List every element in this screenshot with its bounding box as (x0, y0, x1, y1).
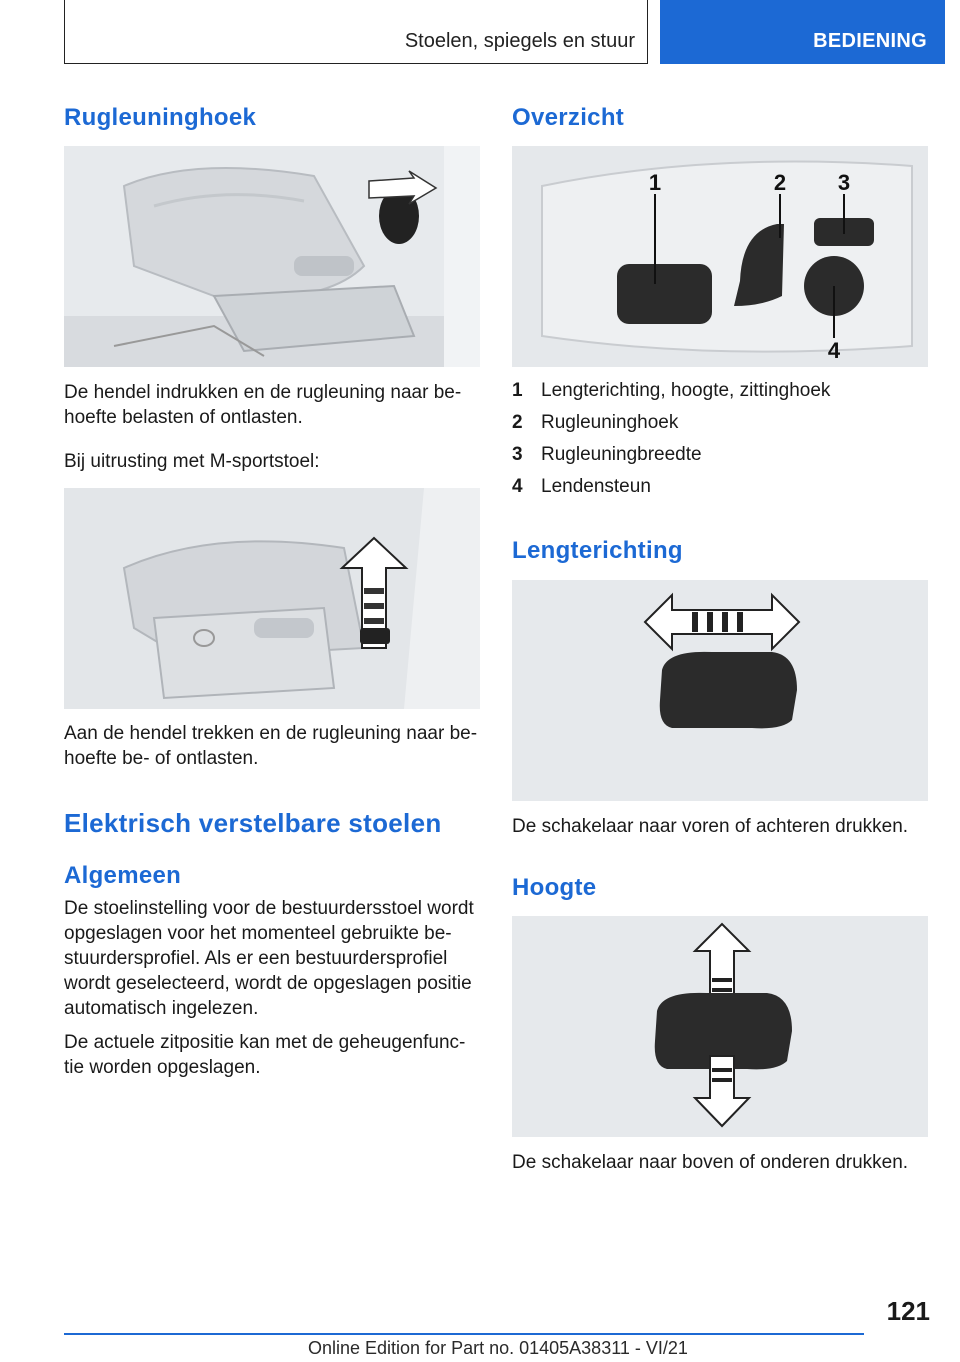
item-number: 3 (512, 444, 523, 465)
length-switch-image (512, 580, 928, 801)
general-text-2: De actuele zitpositie kan met de geheugenfunc‐ tie worden opgeslagen. (64, 1032, 466, 1078)
footer-edition: Online Edition for Part no. 01405A38311 - VI/21 (308, 1338, 688, 1358)
callout-1: 1 (648, 170, 662, 195)
height-switch-image (512, 916, 928, 1137)
heading-general: Algemeen (64, 862, 182, 889)
header-chapter-box (64, 0, 648, 64)
msport-intro: Bij uitrusting met M-sportstoel: (64, 451, 320, 472)
callout-3: 3 (837, 170, 851, 195)
seat-lever-image (64, 146, 480, 367)
item-label: Rugleuningbreedte (541, 444, 702, 465)
heading-height: Hoogte (512, 874, 597, 901)
heading-length: Lengterichting (512, 537, 683, 564)
page-number: 121 (886, 1296, 930, 1326)
backrest-instruction: De hendel indrukken en de rugleuning naar be‐ hoefte belasten of ontlasten. (64, 382, 462, 428)
general-text-1: De stoelinstelling voor de bestuurdersstoel wordt opgeslagen voor het momenteel gebruikte be‐ stuurdersprofiel. Als er een bestuurdersprofiel wordt geselecteerd, wordt de opgeslagen positie automatisch ingelezen. (64, 898, 474, 1019)
heading-overview: Overzicht (512, 104, 625, 131)
length-instruction: De schakelaar naar voren of achteren drukken. (512, 816, 909, 837)
item-label: Lendensteun (541, 476, 651, 497)
heading-electric-seats: Elektrisch verstelbare stoelen (64, 808, 442, 838)
header-section-tab[interactable] (660, 0, 945, 64)
item-label: Rugleuninghoek (541, 412, 679, 433)
height-instruction: De schakelaar naar boven of onderen drukken. (512, 1152, 909, 1173)
msport-seat-image (64, 488, 480, 709)
item-number: 2 (512, 412, 523, 433)
seat-switch-overview-image (512, 146, 928, 367)
section-label: BEDIENING (813, 30, 927, 52)
chapter-title: Stoelen, spiegels en stuur (404, 30, 635, 52)
item-number: 1 (512, 380, 523, 401)
heading-backrest-angle: Rugleuninghoek (64, 104, 257, 131)
item-label: Lengterichting, hoogte, zittinghoek (541, 380, 831, 401)
footer-divider (64, 1333, 864, 1335)
callout-4: 4 (827, 338, 841, 363)
msport-instruction: Aan de hendel trekken en de rugleuning naar be‐ hoefte be- of ontlasten. (64, 723, 478, 769)
callout-2: 2 (773, 170, 787, 195)
item-number: 4 (512, 476, 523, 497)
